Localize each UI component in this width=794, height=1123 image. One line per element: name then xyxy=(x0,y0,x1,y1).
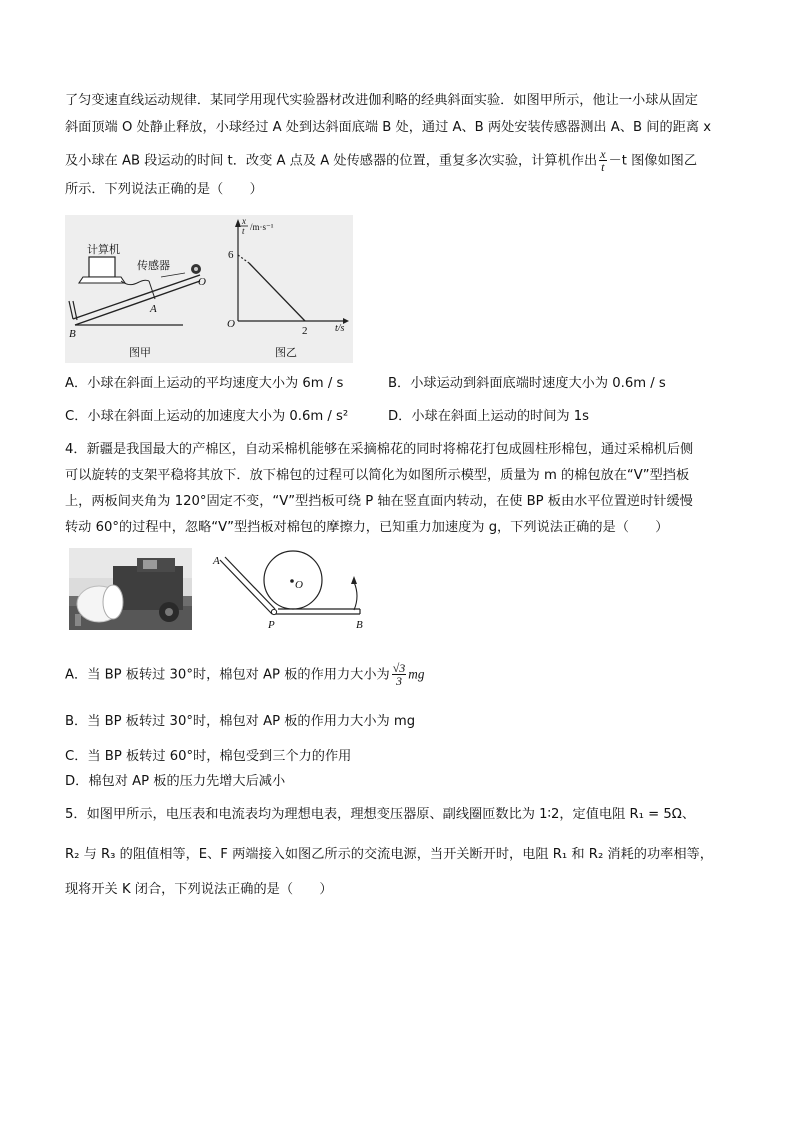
q5-text-line-2: R₂ 与 R₃ 的阻值相等，E、F 两端接入如图乙所示的交流电源，当开关断开时，电阻 R₁ 和 R₂ 消耗的功率相等， xyxy=(65,847,713,862)
computer-label: 计算机 xyxy=(87,244,120,256)
v-board-svg xyxy=(208,546,378,636)
computer-icon xyxy=(89,257,115,277)
figure-yi-caption: 图乙 xyxy=(275,347,297,359)
point-b-label: B xyxy=(356,619,363,631)
cotton-harvester-photo xyxy=(69,548,192,630)
point-b-label: B xyxy=(69,328,76,340)
fraction-numerator: √3 xyxy=(392,661,406,675)
q5-text-line-1: 5．如图甲所示，电压表和电流表均为理想电表，理想变压器原、副线圈匝数比为 1∶2，定值电阻 R₁ = 5Ω、 xyxy=(65,807,696,822)
q4-option-c: C．当 BP 板转过 60°时，棉包受到三个力的作用 xyxy=(65,749,352,764)
origin-label: O xyxy=(227,318,235,330)
q5-text-line-3: 现将开关 K 闭合，下列说法正确的是（ ） xyxy=(65,882,333,897)
q4-option-a-text: A．当 BP 板转过 30°时，棉包对 AP 板的作用力大小为 xyxy=(65,667,390,683)
q3-option-a: A．小球在斜面上运动的平均速度大小为 6m / s xyxy=(65,376,344,391)
q3-text-line-3a: 及小球在 AB 段运动的时间 t．改变 A 点及 A 处传感器的位置，重复多次实验，计算机作出 xyxy=(65,153,598,169)
q4-text-line-2: 可以旋转的支架平稳将其放下．放下棉包的过程可以简化为如图所示模型，质量为 m 的棉包放在“V”型挡板 xyxy=(65,468,690,483)
q3-text-line-4: 所示．下列说法正确的是（ ） xyxy=(65,182,263,197)
point-a-label: A xyxy=(213,555,220,567)
q4-option-a xyxy=(65,662,424,687)
fraction-denominator: 3 xyxy=(396,674,402,688)
figure-yi xyxy=(225,215,353,363)
point-a-label: A xyxy=(150,303,157,315)
sensor-label: 传感器 xyxy=(137,260,170,272)
x-tick-label: 2 xyxy=(302,325,308,337)
ylabel-unit: /m·s⁻¹ xyxy=(250,222,274,232)
ylabel-numerator: x xyxy=(242,216,246,226)
x-axis-label: t/s xyxy=(335,323,345,334)
x-over-t-fraction xyxy=(599,148,606,173)
sqrt3-over-3-fraction xyxy=(392,662,407,687)
q4-option-a-mg: mg xyxy=(408,666,425,682)
fraction-numerator: x xyxy=(600,147,606,161)
fraction-denominator: t xyxy=(601,160,605,174)
q4-option-d: D．棉包对 AP 板的压力先增大后减小 xyxy=(65,774,286,789)
ylabel-denominator: t xyxy=(242,226,245,236)
point-o-label: O xyxy=(295,579,303,591)
q4-text-line-4: 转动 60°的过程中，忽略“V”型挡板对棉包的摩擦力，已知重力加速度为 g，下列说法正确的是（ ） xyxy=(65,520,669,535)
q3-text-line-1: 了匀变速直线运动规律．某同学用现代实验器材改进伽利略的经典斜面实验．如图甲所示，他让一小球从固定 xyxy=(65,93,698,108)
q4-text-line-3: 上，两板间夹角为 120°固定不变，“V”型挡板可绕 P 轴在竖直面内转动，在使 BP 板由水平位置逆时针缓慢 xyxy=(65,494,693,509)
q3-option-d: D．小球在斜面上运动的时间为 1s xyxy=(388,409,590,424)
point-o-label: O xyxy=(198,276,206,288)
q4-option-b: B．当 BP 板转过 30°时，棉包对 AP 板的作用力大小为 mg xyxy=(65,714,416,729)
q3-text-line-3 xyxy=(65,148,697,173)
photo-illustration xyxy=(69,548,192,630)
v-board-diagram xyxy=(208,546,378,636)
y-tick-label: 6 xyxy=(228,249,234,261)
q3-text-line-2: 斜面顶端 O 处静止释放，小球经过 A 处到达斜面底端 B 处，通过 A、B 两处安装传感器测出 A、B 间的距离 x xyxy=(65,120,711,135)
point-p-label: P xyxy=(268,619,275,631)
x-over-t-graph xyxy=(225,215,353,363)
figure-jia xyxy=(65,215,225,363)
q3-text-line-3b: －t 图像如图乙 xyxy=(608,153,698,169)
q3-option-c: C．小球在斜面上运动的加速度大小为 0.6m / s² xyxy=(65,409,349,424)
rotation-arrow-icon xyxy=(351,576,357,584)
q4-text-line-1: 4．新疆是我国最大的产棉区，自动采棉机能够在采摘棉花的同时将棉花打包成圆柱形棉包，通过采棉机后侧 xyxy=(65,442,694,457)
q3-option-b: B．小球运动到斜面底端时速度大小为 0.6m / s xyxy=(388,376,666,391)
incline-diagram xyxy=(65,215,225,363)
figure-jia-caption: 图甲 xyxy=(129,347,151,359)
